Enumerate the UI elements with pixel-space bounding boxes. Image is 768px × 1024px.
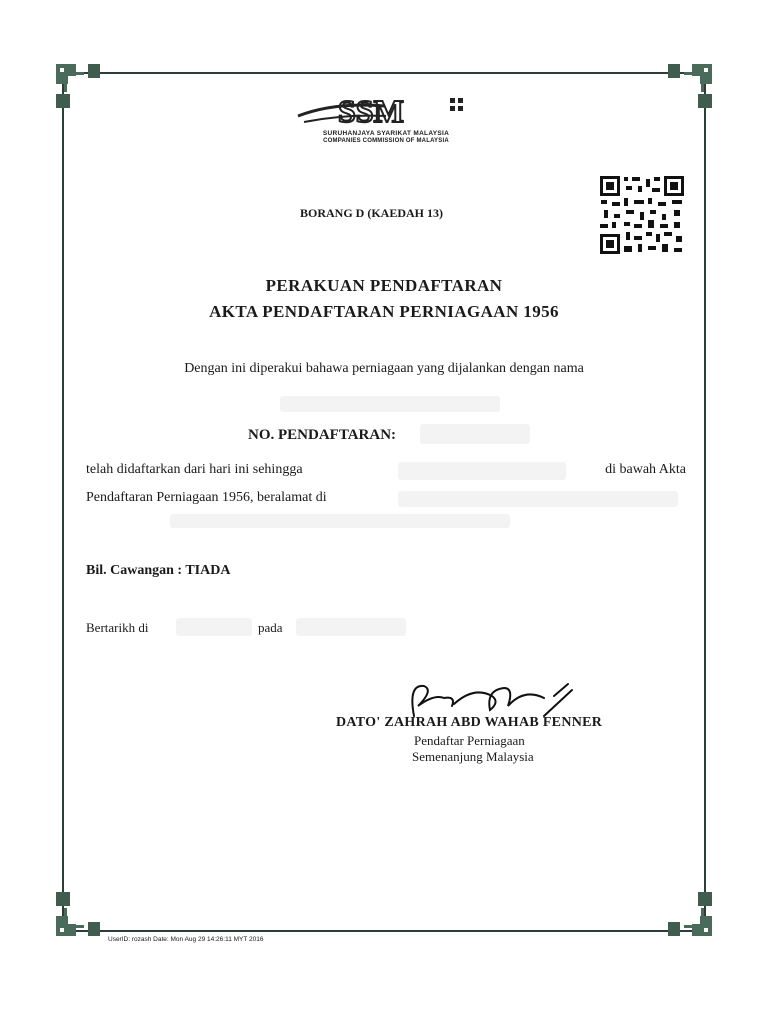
- form-reference: BORANG D (KAEDAH 13): [300, 206, 443, 220]
- redacted-address-line-2: [170, 514, 510, 528]
- body-line-2-start: Pendaftaran Perniagaan 1956, beralamat di: [86, 490, 327, 505]
- body-line-1-start: telah didaftarkan dari hari ini sehingga: [86, 462, 303, 477]
- redacted-date: [296, 618, 406, 636]
- signatory-name: DATO' ZAHRAH ABD WAHAB FENNER: [336, 715, 603, 730]
- corner-ornament-icon: [666, 62, 714, 110]
- qr-code-icon: [598, 174, 686, 256]
- certificate-subtitle: AKTA PENDAFTARAN PERNIAGAAN 1956: [209, 302, 559, 321]
- redacted-address-line-1: [398, 491, 678, 507]
- corner-ornament-bottom-left: [54, 890, 102, 938]
- redacted-business-name: [280, 396, 500, 412]
- corner-ornament-bottom-right: [666, 890, 714, 938]
- dated-on: pada: [258, 620, 283, 635]
- logo-text-malay: SURUHANJAYA SYARIKAT MALAYSIA: [322, 130, 450, 137]
- corner-ornament-icon: [54, 62, 102, 110]
- footer-metadata: UserID: rozash Date: Mon Aug 29 14:26:11 MYT 2016: [108, 936, 264, 943]
- qr-code: [598, 174, 686, 256]
- dated-prefix: Bertarikh di: [86, 620, 149, 635]
- certificate-title: PERAKUAN PENDAFTARAN: [265, 276, 503, 295]
- body-line-1-end: di bawah Akta: [605, 462, 686, 477]
- registration-number-label: NO. PENDAFTARAN:: [248, 427, 397, 443]
- corner-ornament-top-right: [666, 62, 714, 110]
- corner-ornament-icon: [54, 890, 102, 938]
- ssm-logo: [294, 92, 478, 148]
- intro-text: Dengan ini diperakui bahawa perniagaan yang dijalankan dengan nama: [184, 361, 584, 376]
- logo-text-english: COMPANIES COMMISSION OF MALAYSIA: [323, 138, 449, 144]
- ssm-logo-icon: [294, 92, 478, 132]
- logo-mark: SSM: [338, 93, 404, 129]
- corner-ornament-top-left: [54, 62, 102, 110]
- signatory-role: Pendaftar Perniagaan: [414, 733, 525, 748]
- redacted-registration-number: [420, 424, 530, 444]
- redacted-expiry-date: [398, 462, 566, 480]
- branch-count: Bil. Cawangan : TIADA: [86, 563, 231, 578]
- corner-ornament-icon: [666, 890, 714, 938]
- dated-line: [86, 620, 283, 636]
- signatory-region: Semenanjung Malaysia: [412, 749, 534, 764]
- redacted-place: [176, 618, 252, 636]
